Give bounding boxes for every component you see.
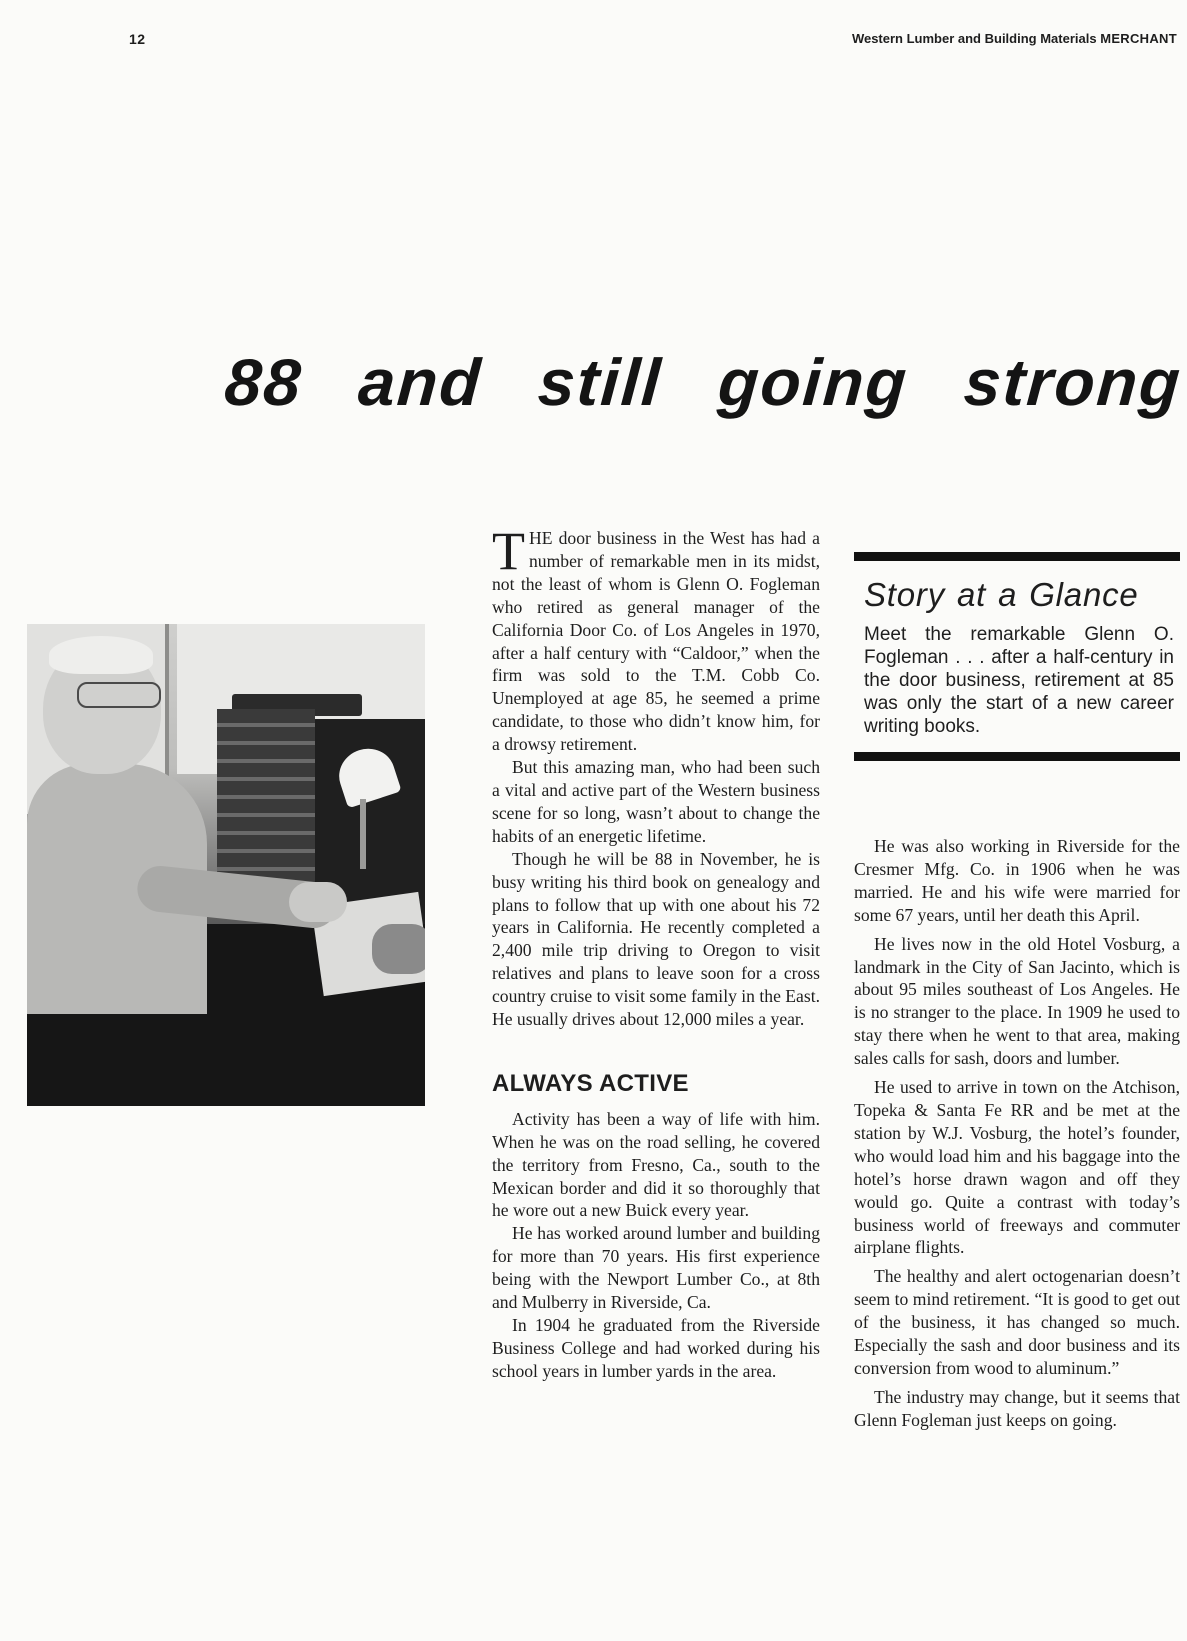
article-paragraph: THE door business in the West has had a number of remarkable men in its midst, not the least of whom is Glenn O. Fogleman who retired as general manager of the California Door Co. of Los Angeles in 1970, after a half century with “Caldoor,” when the firm was sold to the T.M. Cobb Co. Unemployed at age 85, he seemed a prime candidate, to those who didn’t know him, for a drowsy retirement. xyxy=(492,521,820,755)
article-paragraph: In 1904 he graduated from the Riverside Business College and had worked during his school years in lumber yards in the area. xyxy=(492,1315,820,1381)
drop-cap: T xyxy=(492,521,525,581)
article-paragraph: Though he will be 88 in November, he is busy writing his third book on genealogy and plans to follow that up with one about his 72 years in California. He recently completed a 2,400 mile trip driving to Oregon to visit relatives and plans to leave soon for a cross country cruise to visit some family in the East. He usually drives about 12,000 miles a year. xyxy=(492,848,820,1030)
article-paragraph: The healthy and alert octogenarian doesn’t seem to mind retirement. “It is good to get out of the business, it has changed so much. Especially the sash and door business and its conversion from wood to aluminum.” xyxy=(854,1266,1180,1378)
story-at-a-glance-box xyxy=(854,552,1180,761)
article-column-right xyxy=(854,835,1180,1438)
article-paragraph: He has worked around lumber and building for more than 70 years. His first experience being with the Newport Lumber Co., at 8th and Mulberry in Riverside, Ca. xyxy=(492,1223,820,1313)
divider xyxy=(854,552,1180,561)
article-paragraph: He lives now in the old Hotel Vosburg, a landmark in the City of San Jacinto, which is about 95 miles southeast of Los Angeles. He is no stranger to the place. In 1909 he used to stay there when he went to that area, making sales calls for sash, doors and lumber. xyxy=(854,933,1180,1069)
article-headline: 88 and still going strong xyxy=(222,345,1185,420)
page-number: 12 xyxy=(129,31,146,47)
portrait-photo-icon xyxy=(27,624,425,1106)
publication-suffix: MERCHANT xyxy=(1100,31,1177,46)
glance-title: Story at a Glance xyxy=(864,576,1139,613)
article-paragraph: But this amazing man, who had been such a vital and active part of the Western business scene for so long, wasn’t about to change the habits of an energetic lifetime. xyxy=(492,757,820,846)
article-column-middle xyxy=(492,521,820,1383)
glance-summary: Meet the remarkable Glenn O. Fogleman . . . after a half-century in the door business, retirement at 85 was only the start of a new career writing books. xyxy=(864,624,1174,737)
divider xyxy=(854,752,1180,761)
article-paragraph: Activity has been a way of life with him. When he was on the road selling, he covered the territory from Fresno, Ca., south to the Mexican border and did it so thoroughly that he wore out a new Buick every year. xyxy=(492,1108,820,1221)
article-paragraph: He used to arrive in town on the Atchison, Topeka & Santa Fe RR and be met at the station by W.J. Vosburg, the hotel’s founder, who would load him and his baggage into the hotel’s horse drawn wagon and off they would go. Quite a contrast with today’s business world of freeways and commuter airplane flights. xyxy=(854,1077,1180,1258)
article-paragraph: He was also working in Riverside for the Cresmer Mfg. Co. in 1906 when he was married. He and his wife were married for some 67 years, until her death this April. xyxy=(854,836,1180,925)
article-paragraph: The industry may change, but it seems that Glenn Fogleman just keeps on going. xyxy=(854,1386,1180,1430)
running-head xyxy=(852,31,1177,46)
publication-title: Western Lumber and Building Materials xyxy=(851,31,1097,46)
section-subhead: ALWAYS ACTIVE xyxy=(492,1069,689,1097)
